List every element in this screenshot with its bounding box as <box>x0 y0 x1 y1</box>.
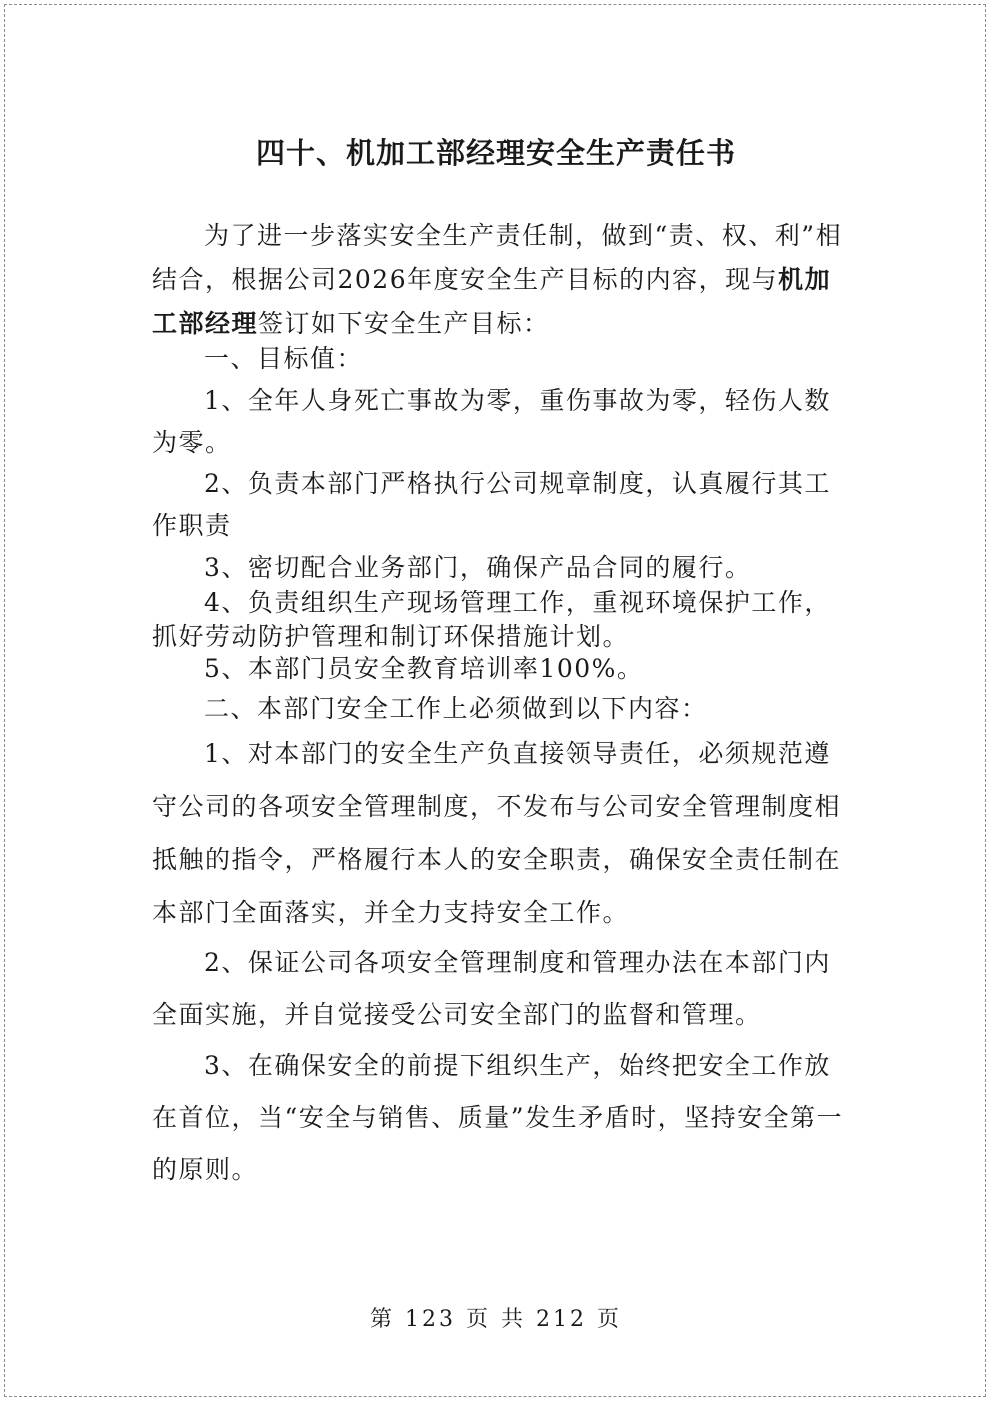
footer-total-pages: 212 <box>536 1307 587 1332</box>
footer-prefix: 第 <box>369 1307 395 1332</box>
section1-item-1: 1、全年人身死亡事故为零，重伤事故为零，轻伤人数为零。 <box>152 386 831 457</box>
footer-suffix: 页 <box>597 1307 623 1332</box>
section1-item-3: 3、密切配合业务部门，确保产品合同的履行。 <box>204 553 752 582</box>
intro-bold-role: 机加工部经理 <box>152 265 832 338</box>
intro-text-after: 签订如下安全生产目标： <box>258 309 550 338</box>
section1-heading: 一、目标值： <box>204 344 364 373</box>
section2-item-2: 2、保证公司各项安全管理制度和管理办法在本部门内全面实施，并自觉接受公司安全部门的监督和管理。 <box>152 948 831 1029</box>
intro-paragraph <box>152 214 848 346</box>
section2-heading: 二、本部门安全工作上必须做到以下内容： <box>204 694 708 723</box>
section2-item-1: 1、对本部门的安全生产负直接领导责任，必须规范遵守公司的各项安全管理制度，不发布与公司安全管理制度相抵触的指令，严格履行本人的安全职责，确保安全责任制在本部门全面落实，并全力支持安全工作。 <box>152 739 842 927</box>
intro-text-before: 为了进一步落实安全生产责任制，做到“责、权、利”相结合，根据公司2026年度安全生产目标的内容，现与 <box>152 221 843 294</box>
section2-item-3: 3、在确保安全的前提下组织生产，始终把安全工作放在首位，当“安全与销售、质量”发生矛盾时，坚持安全第一的原则。 <box>152 1051 844 1184</box>
section1-item-5: 5、本部门员安全教育培训率100%。 <box>204 654 644 683</box>
footer-current-page: 123 <box>405 1307 456 1332</box>
section1-item-4: 4、负责组织生产现场管理工作，重视环境保护工作，抓好劳动防护管理和制订环保措施计划。 <box>152 588 831 651</box>
document-title: 四十、机加工部经理安全生产责任书 <box>255 136 736 170</box>
page-footer <box>0 1306 992 1334</box>
footer-middle: 页 共 <box>466 1307 526 1332</box>
section1-item-2: 2、负责本部门严格执行公司规章制度，认真履行其工作职责 <box>152 469 831 540</box>
